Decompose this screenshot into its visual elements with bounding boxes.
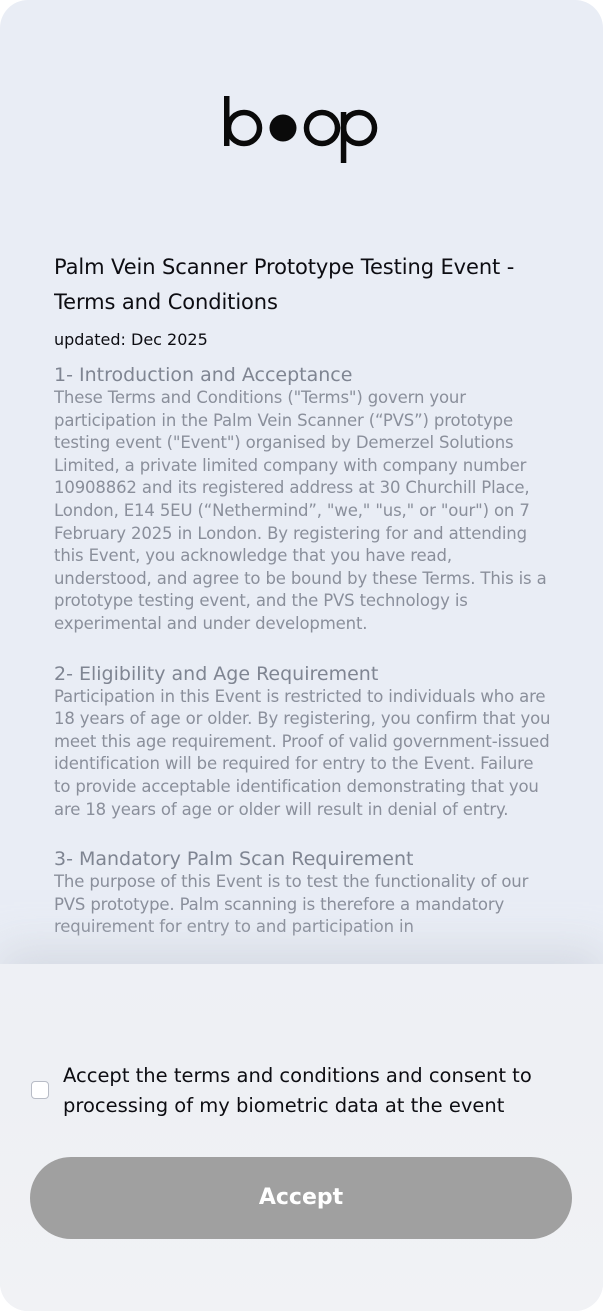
updated-date: updated: Dec 2025	[54, 330, 208, 349]
section-heading: 2- Eligibility and Age Requirement	[54, 662, 379, 685]
boop-logo-mark	[224, 94, 380, 164]
boop-logo	[224, 94, 380, 164]
section-body: The purpose of this Event is to test the functionality of our PVS prototype. Palm scanning is therefore a mandatory requirement for entry to and participation in	[54, 872, 529, 937]
accept-button[interactable]: Accept	[30, 1157, 572, 1239]
terms-title: Palm Vein Scanner Prototype Testing Event - Terms and Conditions	[54, 255, 515, 314]
section-heading: 3- Mandatory Palm Scan Requirement	[54, 848, 414, 871]
section-heading: 1- Introduction and Acceptance	[54, 364, 353, 386]
terms-section	[54, 363, 554, 636]
bottom-panel	[0, 964, 603, 1311]
terms-section	[54, 847, 554, 939]
terms-section	[54, 662, 554, 822]
section-body: Participation in this Event is restricted to individuals who are 18 years of age or older. By registering, you confirm that you meet this age requirement. Proof of valid government-issued identification will be required for entry to the Event. Failure to provide acceptable identification demonstrating that you are 18 years of age or older will result in denial of entry.	[54, 686, 551, 819]
terms-scroll-area[interactable]	[54, 250, 554, 965]
consent-checkbox[interactable]	[31, 1081, 49, 1099]
section-body: These Terms and Conditions ("Terms") govern your participation in the Palm Vein Scanner (“PVS”) prototype testing event ("Event") organised by Demerzel Solutions Limited, a private limited company with company number 10908862 and its registered address at 30 Churchill Place, London, E14 5EU (“Nethermind”, "we," "us," or "our") on 7 February 2025 in London. By registering for and attending this Event, you acknowledge that you have read, understood, and agree to be bound by these Terms. This is a prototype testing event, and the PVS technology is experimental and under development.	[54, 388, 547, 633]
consent-label[interactable]: Accept the terms and conditions and consent to processing of my biometric data at the event	[63, 1064, 532, 1117]
